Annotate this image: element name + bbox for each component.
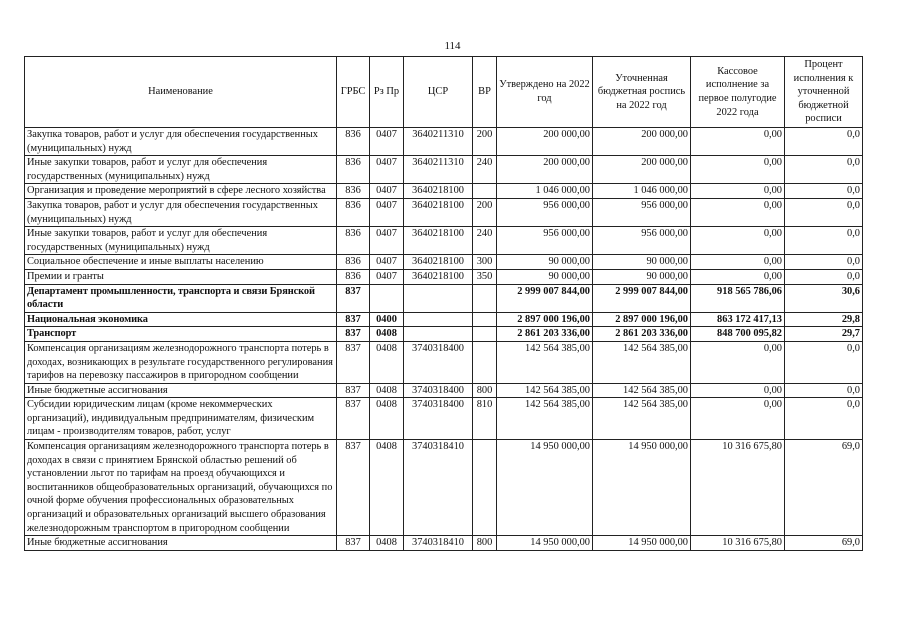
cell-csr: 3640211310 xyxy=(404,128,473,156)
header-refined: Уточненная бюджетная роспись на 2022 год xyxy=(593,57,691,128)
cell-vr xyxy=(473,312,497,327)
table-row xyxy=(25,156,863,184)
cell-approved: 14 950 000,00 xyxy=(497,440,593,536)
cell-vr: 240 xyxy=(473,227,497,255)
cell-vr xyxy=(473,341,497,383)
table-row xyxy=(25,128,863,156)
cell-approved: 90 000,00 xyxy=(497,255,593,270)
cell-rz-pr: 0407 xyxy=(370,184,404,199)
cell-cash: 0,00 xyxy=(691,341,785,383)
cell-cash: 0,00 xyxy=(691,184,785,199)
cell-grbs: 837 xyxy=(337,536,370,551)
cell-name: Субсидии юридическим лицам (кроме некоммерческих организаций), индивидуальным предпринимателям, физическим лицам - производителям товаров, работ, услуг xyxy=(25,398,337,440)
cell-percent: 0,0 xyxy=(785,398,863,440)
cell-approved: 90 000,00 xyxy=(497,269,593,284)
cell-cash: 0,00 xyxy=(691,156,785,184)
cell-csr: 3740318400 xyxy=(404,398,473,440)
cell-name: Закупка товаров, работ и услуг для обеспечения государственных (муниципальных) нужд xyxy=(25,198,337,226)
cell-rz-pr: 0408 xyxy=(370,536,404,551)
cell-vr: 800 xyxy=(473,383,497,398)
cell-approved: 200 000,00 xyxy=(497,128,593,156)
cell-percent: 69,0 xyxy=(785,440,863,536)
cell-csr: 3640218100 xyxy=(404,227,473,255)
cell-percent: 0,0 xyxy=(785,156,863,184)
table-row xyxy=(25,398,863,440)
cell-csr: 3640218100 xyxy=(404,184,473,199)
cell-refined: 2 861 203 336,00 xyxy=(593,327,691,342)
cell-vr: 350 xyxy=(473,269,497,284)
cell-grbs: 836 xyxy=(337,227,370,255)
cell-vr: 200 xyxy=(473,128,497,156)
cell-approved: 956 000,00 xyxy=(497,227,593,255)
table-row xyxy=(25,383,863,398)
table-row xyxy=(25,440,863,536)
cell-name: Закупка товаров, работ и услуг для обеспечения государственных (муниципальных) нужд xyxy=(25,128,337,156)
cell-name: Премии и гранты xyxy=(25,269,337,284)
cell-cash: 0,00 xyxy=(691,269,785,284)
cell-grbs: 836 xyxy=(337,156,370,184)
cell-approved: 142 564 385,00 xyxy=(497,383,593,398)
cell-refined: 200 000,00 xyxy=(593,128,691,156)
cell-refined: 200 000,00 xyxy=(593,156,691,184)
budget-table xyxy=(24,56,863,551)
cell-name: Иные закупки товаров, работ и услуг для обеспечения государственных (муниципальных) нужд xyxy=(25,156,337,184)
cell-approved: 1 046 000,00 xyxy=(497,184,593,199)
cell-vr: 800 xyxy=(473,536,497,551)
cell-csr: 3640211310 xyxy=(404,156,473,184)
cell-refined: 2 999 007 844,00 xyxy=(593,284,691,312)
cell-refined: 142 564 385,00 xyxy=(593,383,691,398)
cell-rz-pr: 0408 xyxy=(370,383,404,398)
table-row xyxy=(25,198,863,226)
header-percent: Процент исполнения к уточненной бюджетной росписи xyxy=(785,57,863,128)
cell-name: Организация и проведение мероприятий в сфере лесного хозяйства xyxy=(25,184,337,199)
cell-grbs: 836 xyxy=(337,128,370,156)
cell-refined: 90 000,00 xyxy=(593,269,691,284)
cell-percent: 0,0 xyxy=(785,184,863,199)
cell-csr: 3740318410 xyxy=(404,440,473,536)
cell-rz-pr: 0408 xyxy=(370,440,404,536)
cell-name: Компенсация организациям железнодорожного транспорта потерь в доходах в связи с принятием Брянской областью решений об установлении льгот по тарифам на проезд обучающихся и воспитанников общеобразовательных организаций, обучающихся по очной форме обучения профессиональных образовательных организаций и образовательных организаций высшего образования железнодорожным транспортом в пригородном сообщении xyxy=(25,440,337,536)
cell-percent: 0,0 xyxy=(785,198,863,226)
cell-approved: 142 564 385,00 xyxy=(497,341,593,383)
cell-cash: 10 316 675,80 xyxy=(691,440,785,536)
cell-name: Департамент промышленности, транспорта и связи Брянской области xyxy=(25,284,337,312)
table-row xyxy=(25,284,863,312)
cell-csr: 3640218100 xyxy=(404,269,473,284)
cell-name: Транспорт xyxy=(25,327,337,342)
cell-grbs: 836 xyxy=(337,198,370,226)
page-number: 114 xyxy=(444,40,461,52)
cell-grbs: 837 xyxy=(337,440,370,536)
cell-vr: 810 xyxy=(473,398,497,440)
cell-cash: 918 565 786,06 xyxy=(691,284,785,312)
cell-grbs: 836 xyxy=(337,269,370,284)
cell-grbs: 836 xyxy=(337,184,370,199)
cell-percent: 0,0 xyxy=(785,341,863,383)
cell-percent: 29,8 xyxy=(785,312,863,327)
table-row xyxy=(25,227,863,255)
cell-vr xyxy=(473,327,497,342)
header-name: Наименование xyxy=(25,57,337,128)
cell-name: Иные бюджетные ассигнования xyxy=(25,536,337,551)
cell-approved: 956 000,00 xyxy=(497,198,593,226)
cell-vr xyxy=(473,184,497,199)
cell-refined: 2 897 000 196,00 xyxy=(593,312,691,327)
cell-percent: 0,0 xyxy=(785,255,863,270)
header-approved: Утверждено на 2022 год xyxy=(497,57,593,128)
cell-cash: 0,00 xyxy=(691,198,785,226)
table-row xyxy=(25,341,863,383)
header-vr: ВР xyxy=(473,57,497,128)
cell-rz-pr: 0407 xyxy=(370,255,404,270)
cell-approved: 2 861 203 336,00 xyxy=(497,327,593,342)
cell-refined: 14 950 000,00 xyxy=(593,440,691,536)
cell-name: Компенсация организациям железнодорожного транспорта потерь в доходах, возникающих в результате государственного регулирования тарифов на перевозку пассажиров в пригородном сообщении xyxy=(25,341,337,383)
cell-csr: 3740318400 xyxy=(404,341,473,383)
cell-rz-pr: 0400 xyxy=(370,312,404,327)
cell-name: Национальная экономика xyxy=(25,312,337,327)
cell-rz-pr: 0407 xyxy=(370,156,404,184)
cell-csr xyxy=(404,312,473,327)
cell-cash: 848 700 095,82 xyxy=(691,327,785,342)
cell-refined: 956 000,00 xyxy=(593,227,691,255)
table-row xyxy=(25,327,863,342)
cell-cash: 0,00 xyxy=(691,383,785,398)
cell-cash: 0,00 xyxy=(691,255,785,270)
cell-rz-pr: 0408 xyxy=(370,327,404,342)
cell-percent: 0,0 xyxy=(785,269,863,284)
cell-approved: 200 000,00 xyxy=(497,156,593,184)
cell-vr: 300 xyxy=(473,255,497,270)
cell-grbs: 836 xyxy=(337,255,370,270)
table-body xyxy=(25,128,863,551)
cell-approved: 14 950 000,00 xyxy=(497,536,593,551)
cell-rz-pr xyxy=(370,284,404,312)
cell-grbs: 837 xyxy=(337,398,370,440)
cell-csr: 3740318400 xyxy=(404,383,473,398)
cell-approved: 2 999 007 844,00 xyxy=(497,284,593,312)
cell-name: Иные бюджетные ассигнования xyxy=(25,383,337,398)
cell-grbs: 837 xyxy=(337,312,370,327)
table-row xyxy=(25,255,863,270)
cell-grbs: 837 xyxy=(337,341,370,383)
table-row xyxy=(25,184,863,199)
cell-percent: 69,0 xyxy=(785,536,863,551)
table-row xyxy=(25,536,863,551)
cell-vr: 200 xyxy=(473,198,497,226)
cell-csr: 3640218100 xyxy=(404,198,473,226)
cell-cash: 863 172 417,13 xyxy=(691,312,785,327)
cell-refined: 90 000,00 xyxy=(593,255,691,270)
cell-vr xyxy=(473,284,497,312)
cell-vr: 240 xyxy=(473,156,497,184)
cell-rz-pr: 0407 xyxy=(370,269,404,284)
cell-csr xyxy=(404,327,473,342)
cell-cash: 0,00 xyxy=(691,398,785,440)
cell-refined: 142 564 385,00 xyxy=(593,398,691,440)
cell-csr xyxy=(404,284,473,312)
cell-rz-pr: 0407 xyxy=(370,227,404,255)
cell-refined: 142 564 385,00 xyxy=(593,341,691,383)
cell-cash: 0,00 xyxy=(691,227,785,255)
table-row xyxy=(25,269,863,284)
cell-cash: 10 316 675,80 xyxy=(691,536,785,551)
cell-rz-pr: 0408 xyxy=(370,341,404,383)
cell-csr: 3640218100 xyxy=(404,255,473,270)
cell-approved: 2 897 000 196,00 xyxy=(497,312,593,327)
header-csr: ЦСР xyxy=(404,57,473,128)
cell-percent: 0,0 xyxy=(785,383,863,398)
cell-refined: 956 000,00 xyxy=(593,198,691,226)
cell-name: Иные закупки товаров, работ и услуг для обеспечения государственных (муниципальных) нужд xyxy=(25,227,337,255)
cell-csr: 3740318410 xyxy=(404,536,473,551)
cell-percent: 0,0 xyxy=(785,128,863,156)
header-grbs: ГРБС xyxy=(337,57,370,128)
cell-refined: 14 950 000,00 xyxy=(593,536,691,551)
cell-rz-pr: 0407 xyxy=(370,198,404,226)
cell-percent: 0,0 xyxy=(785,227,863,255)
cell-rz-pr: 0407 xyxy=(370,128,404,156)
cell-refined: 1 046 000,00 xyxy=(593,184,691,199)
cell-percent: 30,6 xyxy=(785,284,863,312)
cell-grbs: 837 xyxy=(337,383,370,398)
cell-grbs: 837 xyxy=(337,327,370,342)
header-rz-pr: Рз Пр xyxy=(370,57,404,128)
cell-rz-pr: 0408 xyxy=(370,398,404,440)
cell-name: Социальное обеспечение и иные выплаты населению xyxy=(25,255,337,270)
cell-grbs: 837 xyxy=(337,284,370,312)
cell-cash: 0,00 xyxy=(691,128,785,156)
table-row xyxy=(25,312,863,327)
header-cash: Кассовое исполнение за первое полугодие 2022 года xyxy=(691,57,785,128)
cell-vr xyxy=(473,440,497,536)
cell-approved: 142 564 385,00 xyxy=(497,398,593,440)
table-header xyxy=(25,57,863,128)
cell-percent: 29,7 xyxy=(785,327,863,342)
